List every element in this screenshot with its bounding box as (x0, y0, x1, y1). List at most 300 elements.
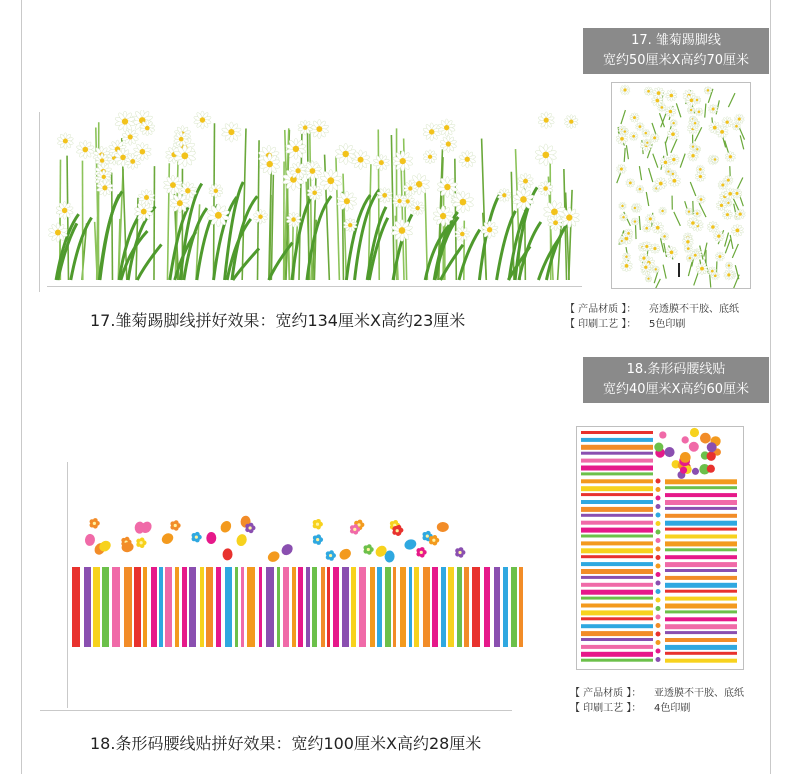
daisy-flower (253, 209, 268, 224)
sheet-stripe (581, 479, 653, 483)
daisy-flower (642, 224, 651, 232)
daisy-flower (209, 184, 224, 198)
sheet-stripe (581, 624, 653, 628)
spec-material-value: 亮透膜不干胶、底纸 (649, 304, 739, 315)
sheet-stripe (581, 645, 653, 649)
sheet-stripe (581, 438, 653, 442)
barcode-stripe (112, 567, 120, 647)
daisy-flower (626, 178, 635, 187)
barcode-stripe (441, 567, 446, 647)
sheet-dot (656, 657, 661, 662)
flower-center (420, 551, 423, 554)
barcode-stripe (225, 567, 232, 647)
flower-center (316, 538, 319, 541)
daisy-flower (704, 86, 712, 94)
sheet-dot (689, 442, 699, 452)
flower-center (316, 523, 319, 526)
sheet-stripe (665, 638, 737, 642)
sheet-stripe (665, 548, 737, 551)
product17-spec (565, 302, 739, 332)
daisy-flower (423, 123, 441, 141)
leaf-shape (279, 542, 295, 558)
daisy-stem (639, 166, 641, 180)
sheet-stripe (581, 652, 653, 657)
daisy-flower (423, 150, 437, 164)
sheet-stripe (581, 555, 653, 558)
barcode-stripe (400, 567, 406, 647)
barcode-stripe (370, 567, 375, 647)
daisy-flower (689, 143, 696, 150)
sheet-dot (656, 496, 661, 501)
barcode-stripe (84, 567, 91, 647)
sheet-stripe (665, 597, 737, 601)
sheet-stripe (665, 576, 737, 580)
barcode-stripe (511, 567, 517, 647)
daisy-flower (310, 119, 330, 138)
daisy-stem (626, 145, 628, 159)
daisy-leaf (100, 195, 119, 280)
daisy-flower (665, 168, 672, 175)
leaf-shape (219, 519, 234, 534)
barcode-stripe (241, 567, 244, 647)
divider-right (770, 0, 771, 774)
daisy-stem (732, 244, 738, 258)
leaf-shape (222, 548, 233, 560)
sheet-stripe (665, 604, 737, 609)
daisy-flower (319, 169, 342, 191)
barcode-stripe (200, 567, 204, 647)
barcode-border-scene (68, 515, 524, 650)
barcode-sheet-art (577, 427, 743, 669)
flower-center (249, 526, 252, 529)
sheet-stripe (665, 631, 737, 634)
daisy-flower (722, 210, 732, 220)
sheet-dot (656, 479, 661, 484)
daisy-stem (663, 265, 666, 279)
daisy-flower (497, 188, 511, 202)
sheet-stripe (581, 445, 653, 450)
flower-center (432, 539, 435, 542)
daisy-flower (620, 85, 630, 95)
sheet-stripe (665, 541, 737, 546)
barcode-stripe (175, 567, 179, 647)
sheet-dot (656, 513, 661, 518)
sheet-stripe (581, 617, 653, 620)
barcode-stripe (93, 567, 100, 647)
scene18-floor (40, 710, 512, 711)
product17-caption: 17.雏菊踢脚线拼好效果：宽约134厘米X高约23厘米 (90, 311, 466, 330)
sheet-dot (656, 504, 661, 509)
barcode-stripe (494, 567, 500, 647)
sheet-stripe (665, 500, 737, 505)
daisy-flower (687, 106, 695, 114)
sheet-stripe (665, 617, 737, 621)
daisy-flower (193, 111, 211, 129)
sheet-stripe (665, 590, 737, 593)
daisy-stem (728, 93, 735, 107)
sheet-dot (659, 431, 666, 438)
sheet-dot (656, 538, 661, 543)
spec-print-key: 【 印刷工艺 】： (570, 703, 642, 714)
sheet-stripe (665, 610, 737, 613)
daisy-flower (636, 185, 644, 193)
daisy-flower (391, 220, 413, 242)
barcode-stripe (151, 567, 157, 647)
daisy-stem (242, 128, 246, 280)
barcode-stripe (503, 567, 508, 647)
daisy-flower (616, 164, 626, 174)
sheet-dot (656, 640, 661, 645)
daisy-flower (337, 191, 357, 211)
barcode-stripe (298, 567, 303, 647)
daisy-flower (644, 139, 651, 146)
daisy-stem (674, 212, 681, 226)
sheet-stripe (581, 472, 653, 475)
sheet-stripe (665, 507, 737, 510)
daisy-flower (76, 140, 95, 158)
daisy-flower (458, 151, 476, 168)
daisy-stem (710, 274, 711, 288)
daisy-leaf (137, 244, 161, 280)
sheet-stripe (665, 521, 737, 526)
barcode-stripe (292, 567, 296, 647)
daisy-stem (391, 135, 394, 280)
spec-print-value: 5色印刷 (649, 319, 686, 330)
daisy-stem (154, 166, 155, 280)
daisy-flower (644, 87, 653, 96)
leaf-shape (403, 538, 418, 552)
daisy-stem (636, 225, 637, 239)
daisy-flower (650, 133, 660, 142)
daisy-border-scene (48, 110, 580, 286)
sheet-dot (656, 606, 661, 611)
sheet-stripe (665, 479, 737, 484)
sheet-stripe (581, 590, 653, 595)
barcode-stripe (206, 567, 213, 647)
barcode-stripe (333, 567, 339, 647)
product18-size: 宽约40厘米X高约60厘米 (603, 382, 749, 397)
sheet-dot (656, 564, 661, 569)
barcode-stripe (385, 567, 391, 647)
daisy-flower (631, 204, 639, 212)
daisy-flower (621, 260, 633, 272)
flower-center (458, 551, 461, 554)
barcode-stripe (102, 567, 109, 647)
daisy-stem (646, 192, 648, 206)
sheet-stripe (581, 638, 653, 641)
sheet-stripe (581, 514, 653, 517)
sheet-stripe (581, 528, 653, 533)
sheet-dot (654, 442, 663, 451)
daisy-flower (685, 208, 693, 216)
product17-title: 17. 雏菊踢脚线 (631, 33, 721, 48)
sheet-stripe (581, 597, 653, 600)
daisy-flower (564, 115, 578, 129)
sheet-dot (707, 452, 716, 461)
sheet-dot (656, 555, 661, 560)
flower-center (93, 522, 96, 525)
barcode-stripe (484, 567, 490, 647)
daisy-flower (455, 227, 470, 242)
barcode-stripe (432, 567, 438, 647)
daisy-stem (653, 154, 658, 168)
daisy-stem (690, 182, 696, 196)
barcode-stripe (247, 567, 255, 647)
daisy-sheet-art (612, 83, 750, 288)
daisy-flower (707, 221, 719, 232)
flower-center (329, 554, 332, 557)
daisy-flower (652, 222, 664, 234)
daisy-flower (731, 224, 744, 237)
sheet-stripe (581, 466, 653, 471)
sheet-stripe (581, 604, 653, 608)
daisy-flower (668, 174, 681, 187)
barcode-stripe (306, 567, 310, 647)
daisy-flower (725, 151, 736, 162)
barcode-stripe (342, 567, 349, 647)
sheet-dot (680, 467, 687, 474)
sheet-stripe (665, 514, 737, 518)
daisy-stem (213, 123, 214, 280)
sheet-dot (656, 530, 661, 535)
sheet-stripe (581, 486, 653, 491)
flower-center (195, 536, 198, 539)
flower-center (426, 535, 429, 538)
sheet-dot (692, 468, 699, 475)
daisy-flower (630, 113, 640, 123)
barcode-stripe (448, 567, 454, 647)
sheet-stripe (581, 562, 653, 566)
flower-center (174, 524, 177, 527)
barcode-stripe (182, 567, 187, 647)
daisy-stem (705, 104, 706, 118)
spec-material-value: 亚透膜不干胶、底纸 (654, 688, 744, 699)
leaf-shape (337, 547, 353, 562)
leaf-shape (206, 532, 216, 544)
barcode-stripe (143, 567, 147, 647)
product17-label (583, 28, 769, 74)
sheet-dot (682, 436, 689, 443)
daisy-stem (730, 235, 733, 249)
daisy-flower (645, 214, 655, 224)
product17-size: 宽约50厘米X高约70厘米 (603, 53, 749, 68)
barcode-stripe (266, 567, 274, 647)
barcode-stripe (414, 567, 419, 647)
daisy-stem (671, 139, 677, 153)
daisy-flower (652, 266, 659, 273)
daisy-flower (622, 253, 630, 261)
daisy-flower (642, 129, 650, 137)
daisy-sticker-sheet (611, 82, 751, 289)
daisy-flower (115, 111, 136, 132)
sheet-stripe (581, 521, 653, 525)
daisy-stem (378, 129, 379, 280)
sheet-dot (656, 521, 661, 526)
sheet-stripe (665, 493, 737, 497)
sheet-stripe (581, 431, 653, 434)
daisy-stem (558, 222, 562, 280)
barcode-stripe (235, 567, 238, 647)
flower-center (140, 541, 143, 544)
daisy-stem (649, 168, 653, 182)
daisy-stem (271, 175, 273, 280)
sheet-stripe (581, 576, 653, 579)
leaf-shape (235, 533, 248, 547)
daisy-flower (670, 119, 678, 127)
barcode-stripe (423, 567, 430, 647)
daisy-flower (538, 112, 555, 129)
barcode-stripe (216, 567, 221, 647)
sheet-stripe (665, 528, 737, 531)
barcode-stripe (359, 567, 366, 647)
sheet-stripe (581, 500, 653, 504)
daisy-stem (665, 142, 667, 156)
flower-center (353, 528, 356, 531)
daisy-stem (257, 140, 259, 280)
sheet-stripe (665, 486, 737, 489)
daisy-stem (639, 216, 640, 230)
daisy-flower (618, 237, 625, 244)
sheet-stripe (581, 507, 653, 512)
daisy-flower (660, 232, 668, 240)
barcode-stripe (283, 567, 289, 647)
sheet-stripe (665, 645, 737, 650)
daisy-flower (56, 202, 74, 220)
sheet-stripe (581, 631, 653, 636)
sheet-stripe (581, 548, 653, 553)
daisy-stem (621, 110, 625, 124)
sheet-stripe (581, 535, 653, 538)
sheet-stripe (665, 624, 737, 629)
sheet-dot (656, 589, 661, 594)
daisy-flower (619, 213, 627, 221)
barcode-stripe (312, 567, 317, 647)
barcode-stripe (72, 567, 80, 647)
sheet-stripe (665, 583, 737, 588)
flower-center (367, 548, 370, 551)
sheet-stripe (665, 562, 737, 567)
barcode-stripe (393, 567, 396, 647)
leaf-shape (84, 534, 95, 547)
sheet-dot (664, 447, 674, 457)
daisy-flower (722, 117, 733, 128)
product18-caption: 18.条形码腰线贴拼好效果：宽约100厘米X高约28厘米 (90, 734, 482, 753)
barcode-stripe (134, 567, 141, 647)
daisy-flower (438, 119, 456, 136)
daisy-flower (631, 218, 639, 226)
spec-material-key: 【 产品材质 】： (565, 304, 637, 315)
barcode-stripe (124, 567, 132, 647)
barcode-stripe (519, 567, 523, 647)
daisy-flower (725, 262, 732, 269)
spec-material-key: 【 产品材质 】： (570, 688, 642, 699)
daisy-flower (693, 209, 701, 217)
daisy-stem (688, 262, 692, 276)
barcode-stripe (159, 567, 163, 647)
product18-spec (570, 686, 744, 716)
daisy-flower (635, 122, 644, 131)
barcode-sticker-sheet (576, 426, 744, 670)
flower-center (396, 529, 399, 532)
daisy-flower (629, 132, 638, 141)
sheet-dot (690, 428, 699, 437)
sheet-dot (656, 623, 661, 628)
daisy-flower (667, 128, 679, 140)
barcode-stripe (327, 567, 330, 647)
daisy-flower (665, 90, 677, 102)
divider-left (21, 0, 22, 774)
daisy-flower (373, 154, 390, 171)
sheet-dot (656, 615, 661, 620)
daisy-stem (661, 238, 664, 252)
spec-print-key: 【 印刷工艺 】： (565, 319, 637, 330)
leaf-shape (437, 522, 449, 533)
barcode-stripe (409, 567, 412, 647)
sheet-dot (680, 452, 691, 463)
sheet-stripe (665, 569, 737, 572)
sheet-dot (707, 442, 717, 452)
sheet-dot (656, 632, 661, 637)
daisy-stem (653, 279, 660, 288)
barcode-stripe (321, 567, 325, 647)
spec-print-value: 4色印刷 (654, 703, 691, 714)
barcode-stripe (377, 567, 382, 647)
daisy-flower (645, 275, 652, 282)
product18-title: 18.条形码腰线贴 (626, 362, 726, 377)
daisy-stem (680, 154, 685, 168)
daisy-flower (697, 195, 706, 204)
sheet-dot (656, 572, 661, 577)
scene17-floor (47, 286, 582, 287)
barcode-stripe (259, 567, 262, 647)
sheet-stripe (581, 659, 653, 662)
daisy-flower (659, 207, 667, 215)
daisy-flower (517, 173, 533, 189)
sheet-dot (656, 581, 661, 586)
sheet-dot (700, 433, 711, 444)
sheet-stripe (581, 452, 653, 455)
sheet-dot (656, 487, 661, 492)
sheet-stripe (665, 555, 737, 559)
daisy-flower (665, 106, 676, 117)
barcode-stripe (457, 567, 462, 647)
sheet-stripe (581, 610, 653, 615)
sheet-dot (656, 547, 661, 552)
sheet-stripe (665, 535, 737, 539)
sheet-stripe (581, 583, 653, 587)
leaf-shape (160, 531, 176, 546)
sheet-dot (707, 465, 715, 473)
sheet-stripe (581, 569, 653, 574)
sheet-stripe (665, 652, 737, 655)
daisy-flower (665, 246, 677, 258)
barcode-stripe (165, 567, 172, 647)
daisy-flower (535, 144, 557, 166)
daisy-flower (695, 108, 704, 116)
daisy-flower (715, 252, 724, 261)
daisy-flower (619, 202, 627, 210)
sheet-stripe (665, 659, 737, 663)
daisy-stem (624, 148, 625, 162)
sheet-stripe (581, 459, 653, 463)
sheet-stripe (581, 493, 653, 496)
daisy-flower (138, 189, 155, 206)
daisy-stem (676, 103, 681, 117)
daisy-stem (694, 271, 699, 285)
daisy-flower (57, 133, 74, 150)
barcode-stripe (277, 567, 280, 647)
barcode-stripe (351, 567, 356, 647)
